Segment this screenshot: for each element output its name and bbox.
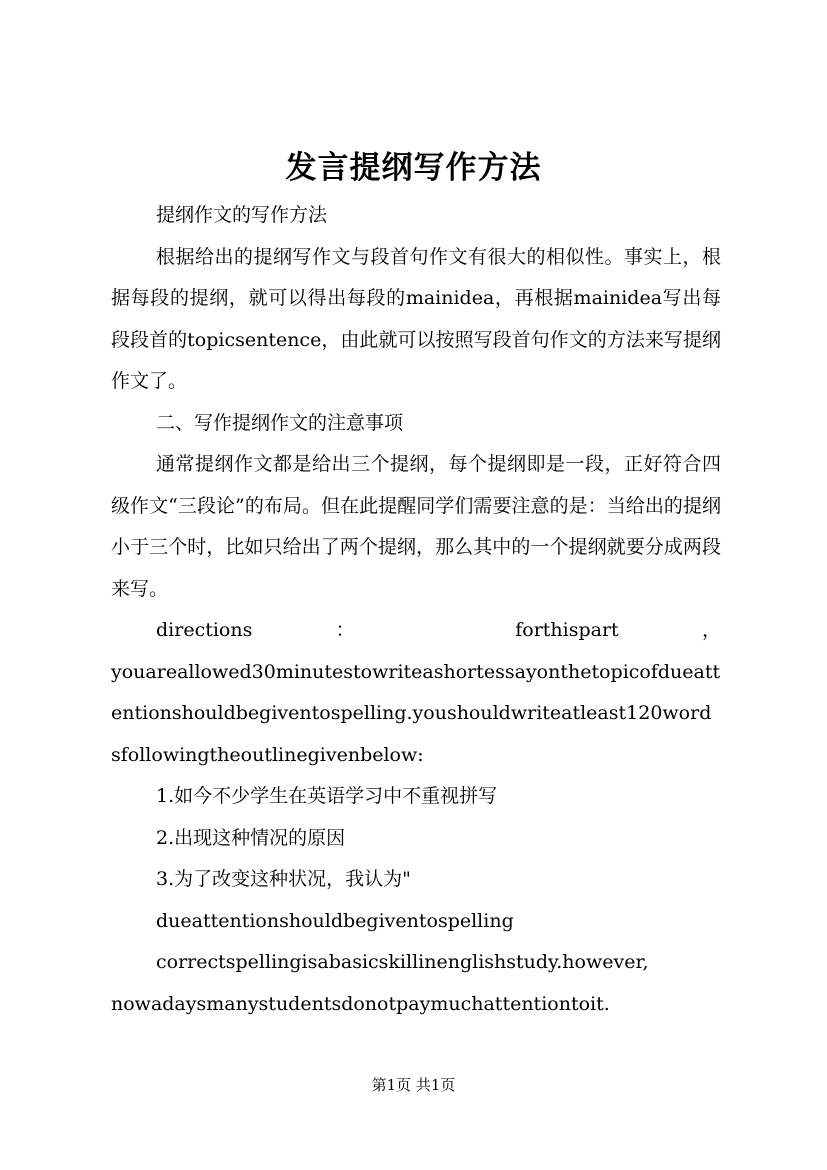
paragraph-heading-1: 提纲作文的写作方法 xyxy=(156,204,328,226)
essay-line-2: nowadaysmanystudentsdonotpaymuchattentiontoit. xyxy=(111,992,610,1015)
paragraph-directions-line: directions ： forthispart ， xyxy=(156,619,721,641)
paragraph-1: 根据给出的提纲写作文与段首句作文有很大的相似性。事实上，根据每段的提纲，就可以得出每段的mainidea，再根据mainidea写出每段段首的topicsentence，由此就可以按照写段首句作文的方法来写提纲作文了。 xyxy=(111,245,721,392)
paragraph-heading-2: 二、写作提纲作文的注意事项 xyxy=(156,411,404,434)
document-title: 发言提纲写作方法 xyxy=(285,150,542,186)
outline-item-2: 2.出现这种情况的原因 xyxy=(156,826,346,849)
paragraph-directions-body: youareallowed30minutestowriteashortessayonthetopicofdueattentionshouldbegiventospelling.youshouldwriteatleast120wordsfollowingtheoutlinegivenbelow: xyxy=(111,660,721,766)
essay-line-1: correctspellingisabasicskillinenglishstudy.however, xyxy=(156,951,649,973)
paragraph-2: 通常提纲作文都是给出三个提纲，每个提纲即是一段，正好符合四级作文“三段论”的布局。但在此提醒同学们需要注意的是：当给出的提纲小于三个时，比如只给出了两个提纲，那么其中的一个提纲就要分成两段来写。 xyxy=(111,453,721,600)
essay-title: dueattentionshouldbegiventospelling xyxy=(156,909,514,932)
page-footer: 第1页 共1页 xyxy=(371,1076,456,1094)
outline-item-1: 1.如今不少学生在英语学习中不重视拼写 xyxy=(156,785,498,807)
document-body xyxy=(111,195,721,1025)
outline-item-3: 3.为了改变这种状况，我认为" xyxy=(156,868,411,890)
